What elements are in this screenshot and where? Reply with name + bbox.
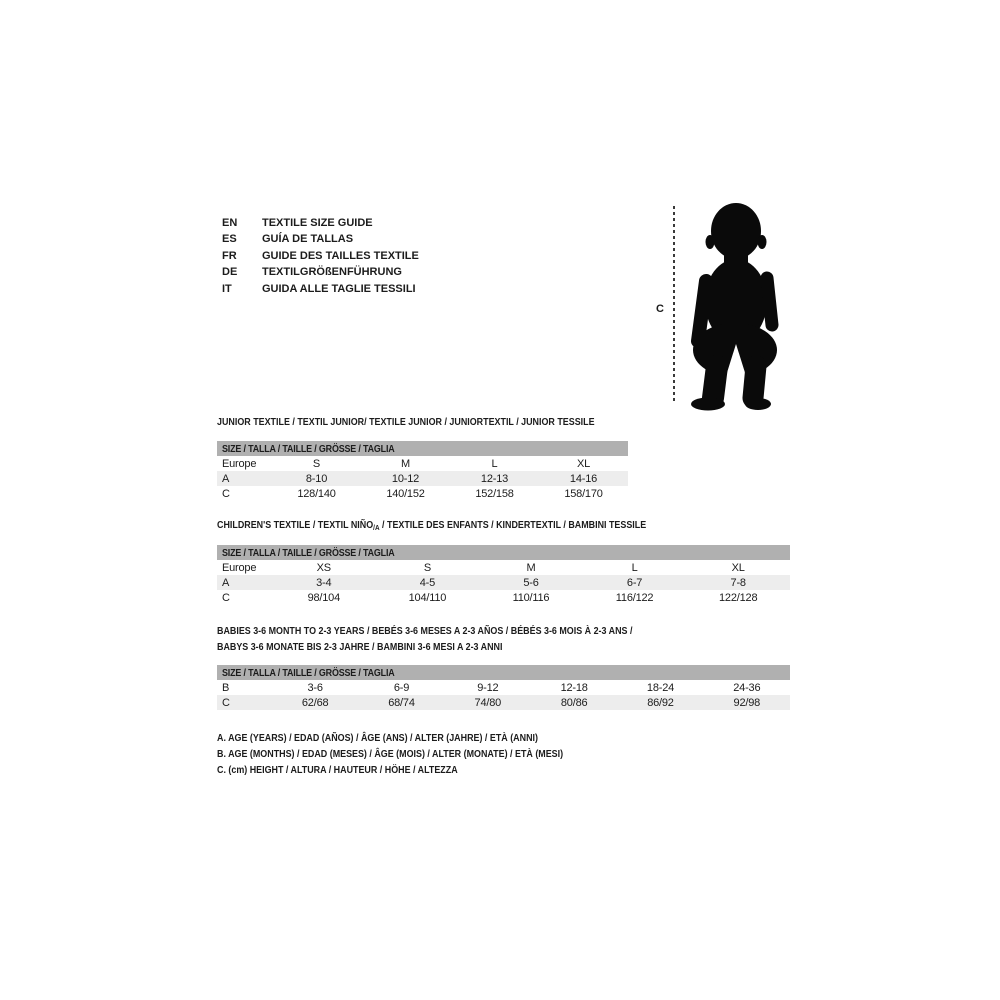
language-title: GUIDA ALLE TAGLIE TESSILI [262, 282, 416, 295]
language-row-fr [222, 248, 419, 264]
babies-table-title-line1: BABIES 3-6 MONTH TO 2-3 YEARS / BEBÉS 3-6 MESES A 2-3 AÑOS / BÉBÉS 3-6 MOIS À 2-3 ANS / [217, 625, 633, 637]
height-cell: 104/110 [408, 591, 447, 604]
size-cell: S [312, 457, 321, 470]
age-cell: 5-6 [479, 575, 583, 590]
size-cell: M [526, 561, 536, 574]
junior-size-table [217, 441, 628, 501]
legend-age-months: B. AGE (MONTHS) / EDAD (MESES) / ÂGE (MOIS) / ALTER (MONATE) / ETÀ (MESI) [217, 748, 564, 760]
table-row [217, 560, 790, 575]
height-cell: 98/104 [307, 591, 341, 604]
height-cell: 80/86 [531, 695, 617, 710]
language-title: TEXTILGRÖßENFÜHRUNG [262, 266, 402, 279]
language-title: TEXTILE SIZE GUIDE [262, 217, 373, 229]
height-figure [655, 198, 790, 413]
height-cell: 62/68 [272, 695, 358, 710]
size-header-row [217, 665, 790, 680]
height-cell: 110/116 [512, 591, 550, 604]
language-title-list [222, 215, 419, 297]
age-cell: 12-18 [560, 681, 588, 694]
junior-table-title [217, 415, 661, 429]
age-cell: 24-36 [733, 681, 761, 694]
age-cell: 3-4 [272, 575, 376, 590]
size-cell: XL [576, 457, 591, 470]
language-title: GUIDE DES TAILLES TEXTILE [262, 249, 419, 262]
table-row [217, 695, 790, 710]
size-cell: XS [316, 561, 331, 574]
row-label: C [222, 487, 230, 500]
height-cell: 140/152 [386, 487, 425, 500]
language-code: EN [222, 217, 238, 229]
legend-height-cm: C. (cm) HEIGHT / ALTURA / HAUTEUR / HÖHE / ALTEZZA [217, 764, 458, 776]
language-code: DE [222, 266, 238, 279]
age-cell: 8-10 [272, 471, 361, 486]
height-cell: 158/170 [564, 487, 603, 500]
size-header-row [217, 545, 790, 560]
age-cell: 12-13 [450, 471, 539, 486]
language-code: IT [222, 282, 232, 295]
size-header-row [217, 441, 628, 456]
age-cell: 7-8 [686, 575, 790, 590]
row-label: A [217, 575, 272, 590]
row-label: C [222, 591, 230, 604]
age-cell: 10-12 [361, 471, 450, 486]
height-cell: 92/98 [704, 695, 790, 710]
row-label: Europe [222, 457, 257, 470]
height-cell: 68/74 [358, 695, 444, 710]
table-row [217, 471, 628, 486]
language-row-es [222, 231, 419, 247]
table-row [217, 456, 628, 471]
height-cell: 122/128 [719, 591, 758, 604]
row-label: Europe [222, 561, 257, 574]
babies-table-title-line2: BABYS 3-6 MONATE BIS 2-3 JAHRE / BAMBINI 3-6 MESI A 2-3 ANNI [217, 641, 503, 653]
height-cell: 86/92 [617, 695, 703, 710]
height-cell: 152/158 [475, 487, 514, 500]
legend-age-years: A. AGE (YEARS) / EDAD (AÑOS) / ÂGE (ANS) / ALTER (JAHRE) / ETÀ (ANNI) [217, 732, 538, 744]
language-row-it [222, 281, 419, 297]
table-row [217, 575, 790, 590]
age-cell: 18-24 [646, 681, 675, 694]
children-size-table [217, 545, 790, 605]
toddler-silhouette-icon [655, 198, 790, 413]
size-cell: M [401, 457, 410, 470]
junior-table-title-text: JUNIOR TEXTILE / TEXTIL JUNIOR/ TEXTILE JUNIOR / JUNIORTEXTIL / JUNIOR TESSILE [217, 416, 595, 428]
age-cell: 9-12 [477, 681, 499, 694]
height-cell: 74/80 [445, 695, 531, 710]
language-code: FR [222, 249, 237, 262]
babies-size-table [217, 665, 790, 710]
language-row-en [222, 215, 419, 231]
table-row [217, 590, 790, 605]
age-cell: 6-9 [393, 681, 410, 694]
language-code: ES [222, 233, 237, 246]
language-title: GUÍA DE TALLAS [262, 233, 354, 246]
age-cell: 4-5 [376, 575, 480, 590]
size-cell: L [631, 561, 638, 574]
row-label: B [222, 681, 230, 694]
age-cell: 14-16 [539, 471, 628, 486]
height-cell: 128/140 [297, 487, 336, 500]
children-table-title [217, 518, 722, 535]
size-cell: XL [731, 561, 745, 574]
row-label: A [217, 471, 272, 486]
size-header-cell: SIZE / TALLA / TAILLE / GRÖSSE / TAGLIA [217, 545, 790, 560]
height-cell: 116/122 [615, 591, 654, 604]
size-cell: L [491, 457, 498, 470]
size-header-cell: SIZE / TALLA / TAILLE / GRÖSSE / TAGLIA [217, 665, 790, 680]
language-row-de [222, 264, 419, 280]
size-cell: S [423, 561, 431, 574]
table-row [217, 680, 790, 695]
row-label: C [217, 695, 272, 710]
table-row [217, 486, 628, 501]
size-header-cell: SIZE / TALLA / TAILLE / GRÖSSE / TAGLIA [217, 441, 628, 456]
height-label: C [656, 303, 664, 315]
age-cell: 3-6 [307, 681, 323, 694]
age-cell: 6-7 [583, 575, 687, 590]
children-table-title-text: CHILDREN'S TEXTILE / TEXTIL $NIÑO_{/A}$ / TEXTILE DES ENFANTS / KINDERTEXTIL / BAMBINI TESSILE [217, 519, 647, 532]
